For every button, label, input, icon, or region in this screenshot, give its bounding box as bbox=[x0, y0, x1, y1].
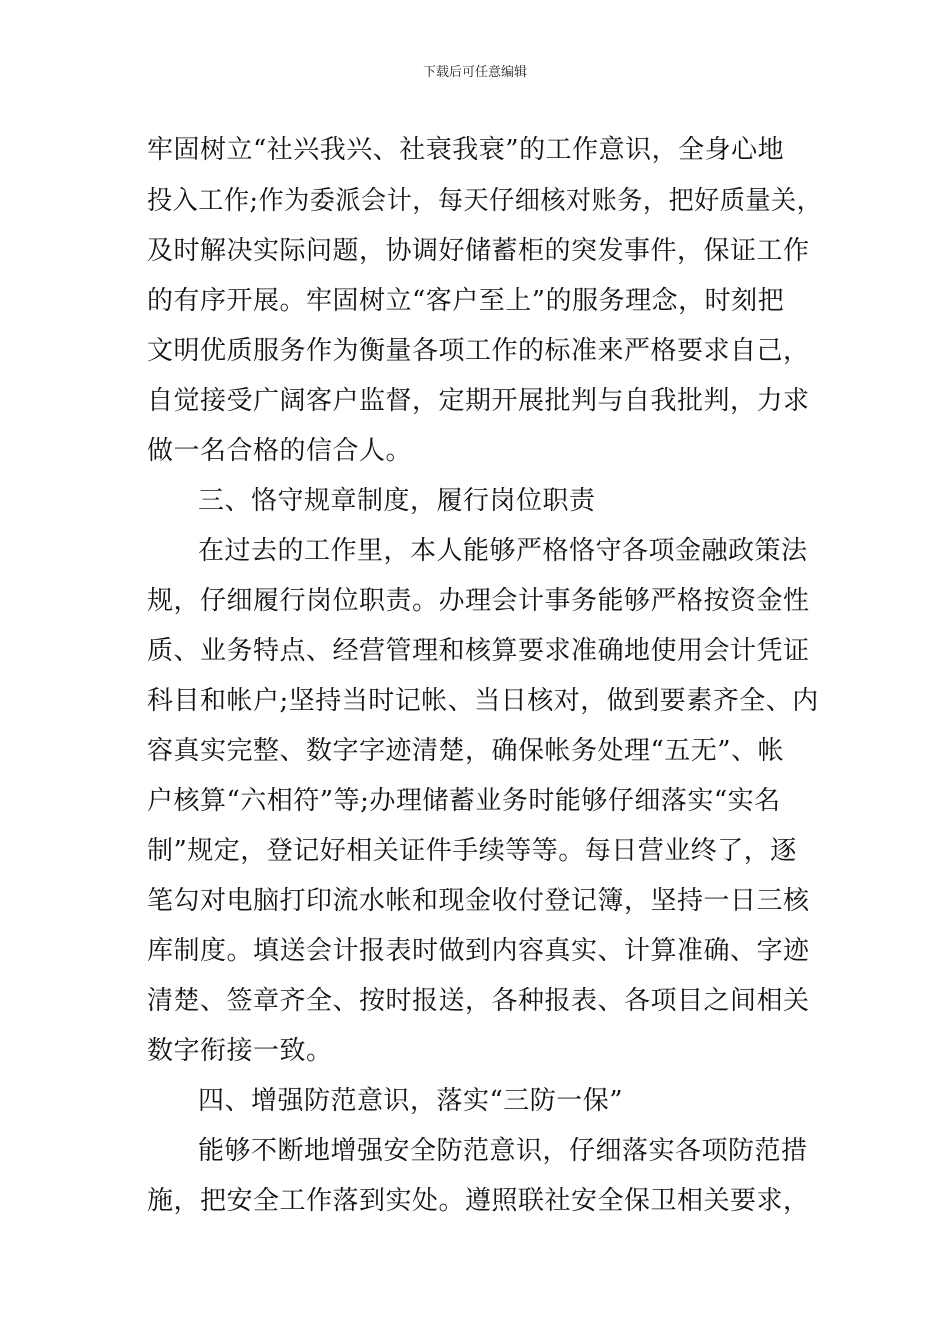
text-line: 及时解决实际问题，协调好储蓄柜的突发事件，保证工作 bbox=[147, 236, 810, 266]
text-line: 的有序开展。牢固树立“客户至上”的服务理念，时刻把 bbox=[147, 286, 785, 316]
section-heading: 四、增强防范意识，落实“三防一保” bbox=[198, 1086, 624, 1116]
text-line: 科目和帐户;坚持当时记帐、当日核对，做到要素齐全、内 bbox=[147, 686, 819, 716]
text-line: 容真实完整、数字字迹清楚，确保帐务处理“五无”、帐 bbox=[147, 736, 785, 766]
text-line: 做一名合格的信合人。 bbox=[147, 436, 413, 466]
section-heading: 三、恪守规章制度，履行岗位职责 bbox=[198, 486, 596, 516]
text-line: 能够不断地增强安全防范意识，仔细落实各项防范措 bbox=[198, 1136, 808, 1166]
page-header: 下载后可任意编辑 bbox=[422, 65, 527, 80]
text-line: 制”规定，登记好相关证件手续等等。每日营业终了，逐 bbox=[147, 836, 797, 866]
text-line: 库制度。填送会计报表时做到内容真实、计算准确、字迹 bbox=[147, 936, 810, 966]
text-line: 户核算“六相符”等;办理储蓄业务时能够仔细落实“实名 bbox=[147, 786, 781, 816]
text-line: 施，把安全工作落到实处。遵照联社安全保卫相关要求， bbox=[147, 1186, 810, 1216]
text-line: 清楚、签章齐全、按时报送，各种报表、各项目之间相关 bbox=[147, 986, 810, 1016]
text-line: 在过去的工作里，本人能够严格恪守各项金融政策法 bbox=[198, 536, 808, 566]
text-line: 文明优质服务作为衡量各项工作的标准来严格要求自己， bbox=[147, 336, 810, 366]
text-line: 数字衔接一致。 bbox=[147, 1036, 333, 1066]
text-line: 投入工作;作为委派会计，每天仔细核对账务，把好质量关， bbox=[147, 186, 823, 216]
text-line: 规，仔细履行岗位职责。办理会计事务能够严格按资金性 bbox=[147, 586, 810, 616]
text-line: 自觉接受广阔客户监督，定期开展批判与自我批判，力求 bbox=[147, 386, 810, 416]
text-line: 笔勾对电脑打印流水帐和现金收付登记簿，坚持一日三核 bbox=[147, 886, 810, 916]
text-line: 质、业务特点、经营管理和核算要求准确地使用会计凭证 bbox=[147, 636, 810, 666]
text-line: 牢固树立“社兴我兴、社衰我衰”的工作意识，全身心地 bbox=[147, 135, 785, 165]
